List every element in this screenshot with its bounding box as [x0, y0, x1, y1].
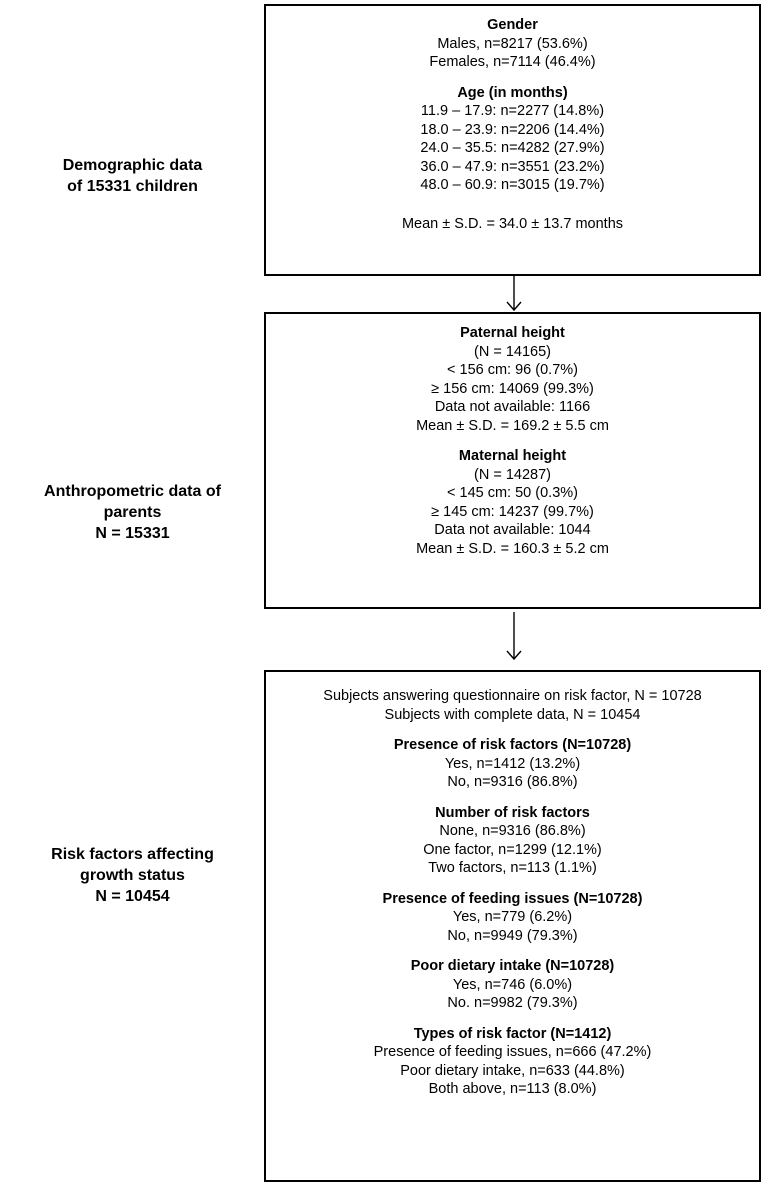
maternal-row: (N = 14287)	[474, 466, 551, 483]
number-row: One factor, n=1299 (12.1%)	[423, 841, 602, 858]
age-mean: Mean ± S.D. = 34.0 ± 13.7 months	[401, 215, 624, 232]
label-anthropometric	[0, 481, 265, 544]
maternal-row: < 145 cm: 50 (0.3%)	[447, 485, 578, 501]
maternal-row: Mean ± S.D. = 160.3 ± 5.2 cm	[416, 540, 609, 557]
intro-line: Subjects with complete data, N = 10454	[384, 706, 641, 723]
paternal-title: Paternal height	[460, 325, 565, 341]
feeding-row: Yes, n=779 (6.2%)	[452, 909, 573, 925]
intro-line: Subjects answering questionnaire on risk factor, N = 10728	[323, 688, 702, 704]
feeding-row: No, n=9949 (79.3%)	[447, 927, 578, 944]
maternal-row: Data not available: 1044	[434, 522, 591, 538]
label-line: Risk factors affecting	[51, 846, 214, 863]
age-row: 48.0 – 60.9: n=3015 (19.7%)	[420, 177, 605, 193]
males-value: Males, n=8217 (53.6%)	[437, 35, 588, 52]
age-row: 24.0 – 35.5: n=4282 (27.9%)	[420, 140, 605, 156]
feeding-title: Presence of feeding issues (N=10728)	[382, 890, 643, 907]
label-line: of 15331 children	[67, 178, 198, 195]
parental-height-box	[264, 312, 761, 609]
number-row: Two factors, n=113 (1.1%)	[428, 860, 597, 876]
number-row: None, n=9316 (86.8%)	[439, 823, 586, 839]
age-row: 18.0 – 23.9: n=2206 (14.4%)	[420, 121, 605, 138]
maternal-title: Maternal height	[458, 448, 567, 464]
paternal-row: < 156 cm: 96 (0.7%)	[447, 362, 578, 378]
age-title: Age (in months)	[457, 84, 568, 101]
paternal-row: (N = 14165)	[474, 343, 551, 360]
presence-row: No, n=9316 (86.8%)	[447, 774, 578, 790]
label-line: Demographic data	[62, 157, 203, 174]
dietary-row: No. n=9982 (79.3%)	[447, 995, 578, 1011]
label-line: N = 10454	[95, 888, 170, 905]
paternal-row: ≥ 156 cm: 14069 (99.3%)	[431, 380, 594, 397]
number-title: Number of risk factors	[435, 804, 590, 821]
types-row: Poor dietary intake, n=633 (44.8%)	[400, 1062, 625, 1079]
maternal-row: ≥ 145 cm: 14237 (99.7%)	[431, 503, 594, 520]
presence-row: Yes, n=1412 (13.2%)	[444, 755, 581, 772]
gender-title: Gender	[487, 17, 538, 33]
females-value: Females, n=7114 (46.4%)	[429, 54, 596, 70]
label-risk-factors	[0, 844, 265, 907]
paternal-row: Mean ± S.D. = 169.2 ± 5.5 cm	[416, 417, 609, 434]
types-row: Both above, n=113 (8.0%)	[428, 1081, 597, 1097]
age-row: 11.9 – 17.9: n=2277 (14.8%)	[420, 103, 605, 119]
arrow-2	[502, 612, 526, 662]
demographic-box	[264, 4, 761, 276]
dietary-row: Yes, n=746 (6.0%)	[452, 976, 573, 993]
label-line: Anthropometric data of	[44, 483, 221, 500]
dietary-title: Poor dietary intake (N=10728)	[410, 958, 615, 974]
label-demographic	[0, 155, 265, 197]
age-row: 36.0 – 47.9: n=3551 (23.2%)	[420, 158, 605, 175]
label-line: growth status	[80, 867, 185, 884]
types-row: Presence of feeding issues, n=666 (47.2%)	[373, 1044, 652, 1060]
label-line: N = 15331	[95, 525, 170, 542]
arrow-1	[502, 276, 526, 312]
label-line: parents	[103, 504, 162, 521]
types-title: Types of risk factor (N=1412)	[413, 1025, 612, 1042]
paternal-row: Data not available: 1166	[434, 399, 591, 415]
risk-factors-box	[264, 670, 761, 1182]
presence-title: Presence of risk factors (N=10728)	[393, 737, 632, 753]
